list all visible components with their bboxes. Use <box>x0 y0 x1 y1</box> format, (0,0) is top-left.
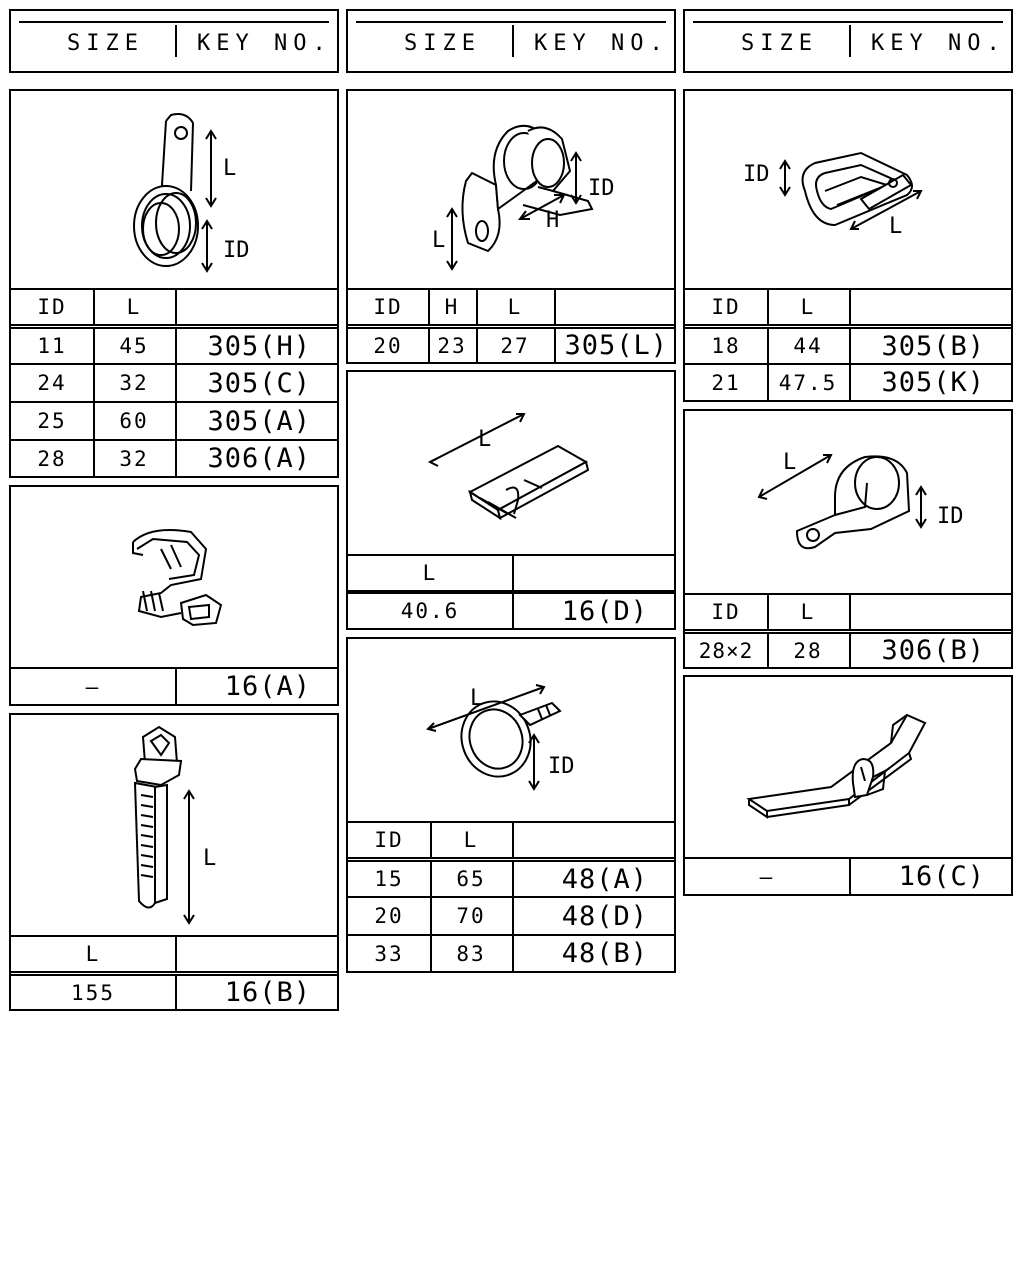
table-row <box>11 363 337 401</box>
table-row <box>348 590 674 628</box>
cell-id: 18 <box>711 334 741 358</box>
header-divider <box>512 25 514 57</box>
table-row <box>11 439 337 476</box>
header-size-label: SIZE <box>741 31 818 56</box>
cell-l: 45 <box>119 334 149 358</box>
clip-e-dim-l: L <box>478 427 492 452</box>
cell-id: 28 <box>37 446 67 471</box>
cell-key-no: 305(A) <box>207 405 311 437</box>
header-col-3 <box>683 9 1013 73</box>
col-header-l: L <box>126 295 142 319</box>
clip-c-column-header <box>11 935 337 971</box>
cell-l: 60 <box>119 409 149 433</box>
part-panel-clip-e <box>346 370 676 630</box>
header-key-label: KEY NO. <box>534 31 669 56</box>
col-header-key <box>512 556 674 590</box>
clip-d-dim-l: L <box>432 228 446 253</box>
clip-g-dim-l: L <box>889 214 903 239</box>
clip-a-dim-id: ID <box>223 238 250 263</box>
clip-i-illustration <box>685 677 1011 857</box>
table-row <box>11 401 337 439</box>
table-row <box>348 857 674 896</box>
part-panel-clip-h <box>683 409 1013 669</box>
cell-id: 25 <box>37 409 67 433</box>
col-header-id: ID <box>373 295 403 319</box>
cell-h: 23 <box>437 333 467 358</box>
cell-l: 44 <box>793 334 823 358</box>
table-row <box>11 324 337 363</box>
cell-l: 83 <box>456 941 486 966</box>
header-size-label: SIZE <box>67 31 144 56</box>
cell-key-no: 305(K) <box>881 367 985 398</box>
cell-id: 11 <box>37 334 67 358</box>
header-size-label: SIZE <box>404 31 481 56</box>
header-divider <box>175 25 177 57</box>
part-panel-clip-d <box>346 89 676 364</box>
cell-id: 20 <box>373 333 403 358</box>
col-header-key <box>175 937 337 971</box>
cell-key-no: 48(A) <box>561 863 648 895</box>
clip-h-dim-id: ID <box>937 504 964 529</box>
cell-key-no: 305(L) <box>564 330 668 361</box>
part-panel-clip-f <box>346 637 676 973</box>
cell-l: 65 <box>456 867 486 891</box>
col-header-key <box>554 290 674 324</box>
clip-h-illustration <box>685 411 1011 593</box>
clip-i-size-row <box>685 857 1011 894</box>
col-header-l: L <box>800 600 816 624</box>
cell-l: 47.5 <box>778 370 838 395</box>
header-key-label: KEY NO. <box>871 31 1006 56</box>
table-row <box>685 629 1011 667</box>
col-header-key <box>849 290 1011 324</box>
table-row <box>348 896 674 934</box>
col-header-id: ID <box>711 600 741 624</box>
cell-l: 32 <box>119 446 149 471</box>
header-rule <box>19 21 329 23</box>
clip-g-column-header <box>685 288 1011 324</box>
cell-key-no: 305(C) <box>207 367 311 399</box>
part-panel-clip-i <box>683 675 1013 896</box>
part-panel-clip-g <box>683 89 1013 402</box>
col-header-l: L <box>422 561 438 585</box>
table-row <box>348 324 674 362</box>
cell-l: 27 <box>500 333 530 358</box>
clip-f-illustration <box>348 639 674 821</box>
col-header-h: H <box>444 295 460 319</box>
clip-b-size-row <box>11 667 337 704</box>
cell-size: — <box>85 674 101 699</box>
clip-a-illustration <box>11 91 337 288</box>
header-col-2 <box>346 9 676 73</box>
part-panel-clip-b <box>9 485 339 706</box>
cell-key-no: 48(D) <box>561 900 648 932</box>
clip-f-dim-id: ID <box>548 754 575 779</box>
part-panel-clip-c <box>9 713 339 1011</box>
cell-key-no: 16(B) <box>224 977 311 1008</box>
clip-f-column-header <box>348 821 674 857</box>
table-row <box>685 324 1011 363</box>
clip-a-column-header <box>11 288 337 324</box>
cell-key-no: 16(D) <box>561 595 648 627</box>
cell-key-no: 305(B) <box>881 330 985 362</box>
clip-d-dim-h: H <box>546 208 560 233</box>
col-header-l: L <box>85 942 101 966</box>
col-header-l: L <box>463 828 479 852</box>
clip-g-illustration <box>685 91 1011 288</box>
cell-l: 70 <box>456 904 486 928</box>
cell-key-no: 306(B) <box>881 635 985 666</box>
cell-id: 20 <box>374 904 404 928</box>
cell-id: 33 <box>374 941 404 966</box>
clip-h-dim-l: L <box>783 450 797 475</box>
clip-e-illustration <box>348 372 674 554</box>
cell-key-no: 306(A) <box>207 443 311 474</box>
col-header-id: ID <box>711 295 741 319</box>
clip-g-dim-id: ID <box>743 162 770 187</box>
header-key-label: KEY NO. <box>197 31 332 56</box>
cell-l: 155 <box>71 980 115 1005</box>
col-header-id: ID <box>37 295 67 319</box>
col-header-l: L <box>800 295 816 319</box>
cell-key-no: 305(H) <box>207 330 311 362</box>
cell-key-no: 16(A) <box>224 671 311 702</box>
cell-id: 21 <box>711 370 741 395</box>
clip-e-column-header <box>348 554 674 590</box>
col-header-key <box>849 595 1011 629</box>
cell-key-no: 16(C) <box>898 861 985 892</box>
table-row <box>685 363 1011 400</box>
col-header-key <box>175 290 337 324</box>
cell-id: 24 <box>37 371 67 395</box>
header-rule <box>693 21 1003 23</box>
clip-a-dim-l: L <box>223 156 237 181</box>
part-panel-clip-a <box>9 89 339 478</box>
cell-id: 28×2 <box>698 638 754 663</box>
header-divider <box>849 25 851 57</box>
cell-l: 40.6 <box>400 599 460 623</box>
cell-l: 28 <box>793 638 823 663</box>
cell-l: 32 <box>119 371 149 395</box>
clip-d-illustration <box>348 91 674 288</box>
table-row <box>348 934 674 971</box>
cell-id: 15 <box>374 867 404 891</box>
clip-d-dim-id: ID <box>588 176 615 201</box>
clip-f-dim-l: L <box>470 686 484 711</box>
col-header-key <box>512 823 674 857</box>
cell-key-no: 48(B) <box>561 938 648 969</box>
clip-c-dim-l: L <box>203 846 217 871</box>
clip-d-column-header <box>348 288 674 324</box>
cell-size: — <box>759 864 775 889</box>
header-rule <box>356 21 666 23</box>
clip-h-column-header <box>685 593 1011 629</box>
col-header-id: ID <box>374 828 404 852</box>
header-col-1 <box>9 9 339 73</box>
col-header-l: L <box>507 295 523 319</box>
table-row <box>11 971 337 1009</box>
clip-b-illustration <box>11 487 337 667</box>
clip-c-illustration <box>11 715 337 935</box>
